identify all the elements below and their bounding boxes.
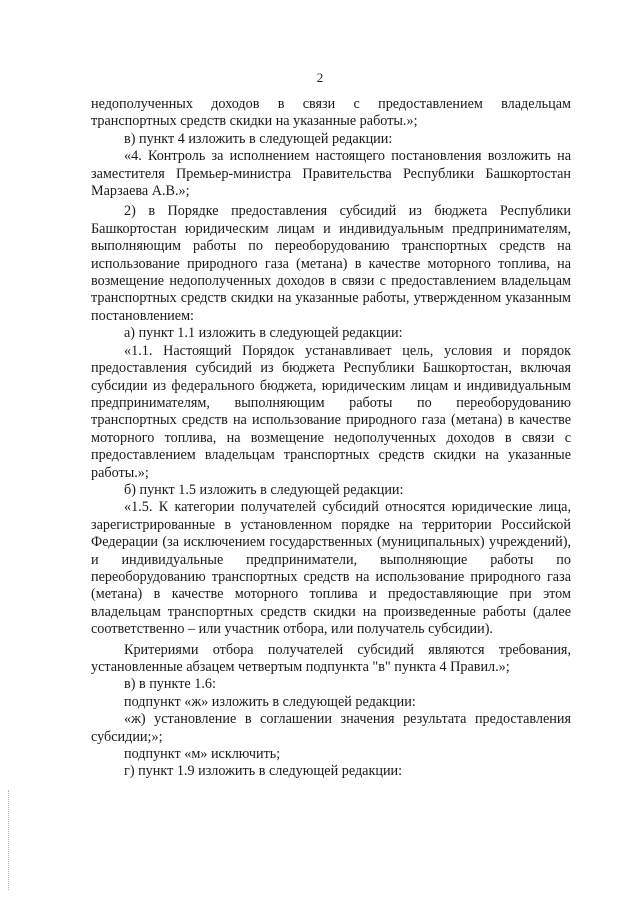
paragraph: Критериями отбора получателей субсидий являются требования, установленные абзацем четвертым подпункта "в" пункта 4 Правил.»; <box>91 641 571 675</box>
paragraph: в) пункт 4 изложить в следующей редакции: <box>124 130 393 147</box>
paragraph: б) пункт 1.5 изложить в следующей редакции: <box>124 481 404 498</box>
paragraph: подпункт «м» исключить; <box>124 746 281 763</box>
paragraph: в) в пункте 1.6: <box>124 676 216 693</box>
paragraph: недополученных доходов в связи с предоставлением владельцам транспортных средств скидки на указанные работы.»; <box>91 96 571 130</box>
document-body <box>91 96 571 781</box>
paragraph: а) пункт 1.1 изложить в следующей редакции: <box>124 325 403 342</box>
paragraph: «ж) установление в соглашении значения результата предоставления субсидии;»; <box>91 711 571 745</box>
paragraph: подпункт «ж» изложить в следующей редакции: <box>124 693 416 710</box>
paragraph: «4. Контроль за исполнением настоящего постановления возложить на заместителя Премьер-министра Правительства Республики Башкортостан Марзаева А.В.»; <box>91 148 571 200</box>
paragraph: г) пункт 1.9 изложить в следующей редакции: <box>124 763 403 780</box>
paragraph: «1.1. Настоящий Порядок устанавливает цель, условия и порядок предоставления субсидий из бюджета Республики Башкортостан, включая субсидии из федерального бюджета, юридическим лицам и индивидуальным предпринимателям, выполняющим работы по переоборудованию транспортных средств на использование природного газа (метана) в качестве моторного топлива, на возмещение недополученных доходов в связи с предоставлением владельцам транспортных средств скидки на указанные работы.»; <box>91 342 571 481</box>
paragraph: 2) в Порядке предоставления субсидий из бюджета Республики Башкортостан юридическим лицам и индивидуальным предпринимателям, выполняющим работы по переоборудованию транспортных средств на использование природного газа (метана) в качестве моторного топлива, на возмещение недополученных доходов в связи с предоставлением владельцам транспортных средств скидки на указанные работы, утвержденном указанным постановлением: <box>91 203 571 324</box>
page-number: 2 <box>316 70 324 85</box>
scan-margin-dots <box>8 790 10 890</box>
paragraph: «1.5. К категории получателей субсидий относятся юридические лица, зарегистрированные в установленном порядке на территории Российской Федерации (за исключением государственных (муниципальных) учреждений), и индивидуальные предприниматели, выполняющие работы по переоборудованию транспортных средств на использование природного газа (метана) в качестве моторного топлива и предоставляющие при этом владельцам транспортных средств скидки на произведенные работы (далее соответственно – или участник отбора, или получатель субсидии). <box>91 499 571 638</box>
